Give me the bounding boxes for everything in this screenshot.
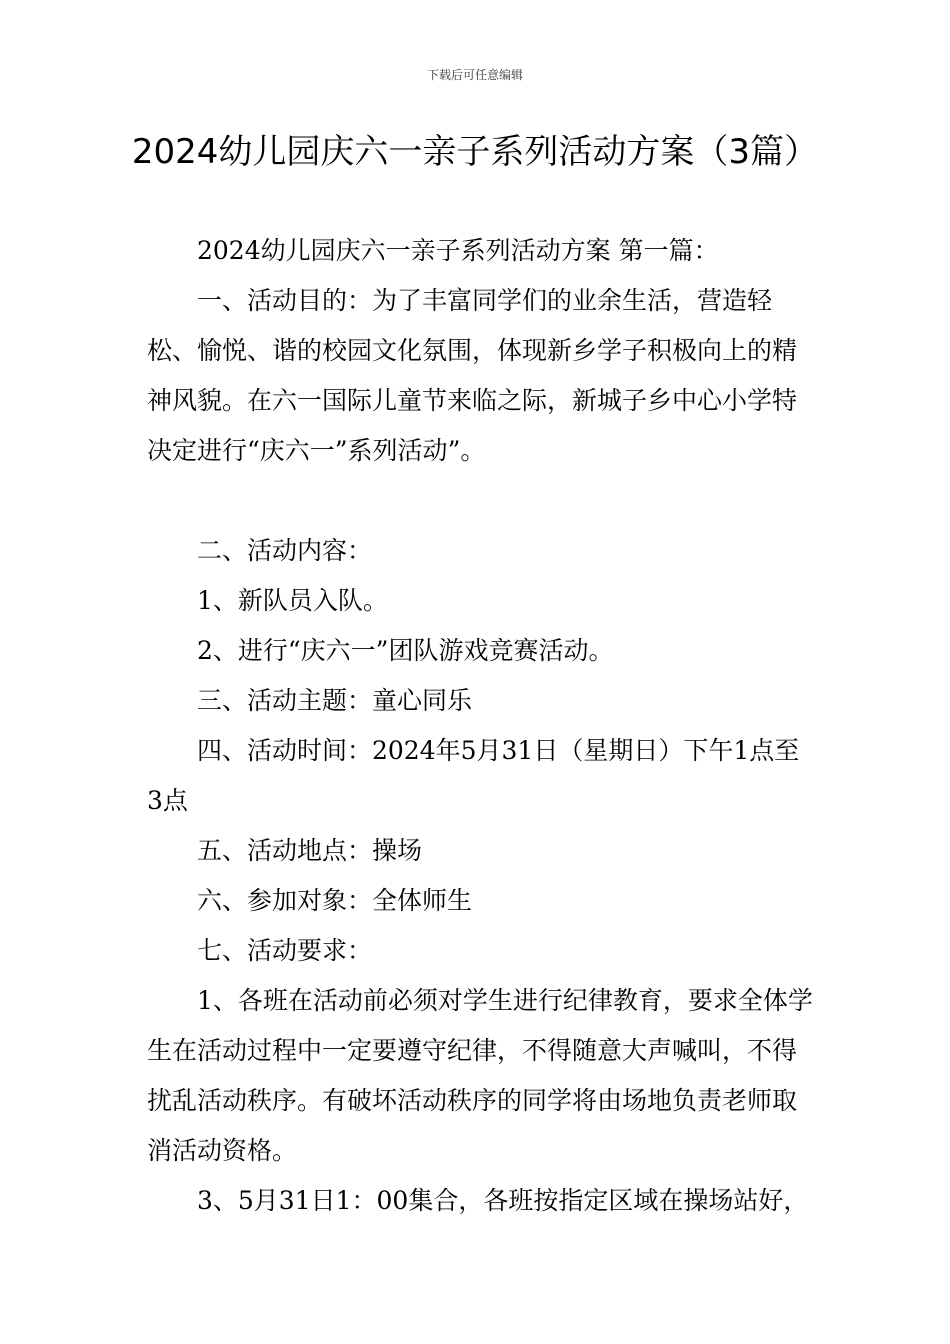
- paragraph-purpose: 一、活动目的：为了丰富同学们的业余生活，营造轻松、愉悦、谐的校园文化氛围，体现新乡学子积极向上的精神风貌。在六一国际儿童节来临之际，新城子乡中心小学特决定进行“庆六一”系列活动”。: [147, 286, 798, 465]
- paragraph-requirement-3: 3、5月31日1：00集合，各班按指定区域在操场站好，: [197, 1186, 809, 1215]
- paragraph-theme: 三、活动主题：童心同乐: [197, 686, 473, 715]
- paragraph-participants: 六、参加对象：全体师生: [197, 886, 473, 915]
- paragraph-content-item-1: 1、新队员入队。: [197, 586, 388, 615]
- header-note: 下载后可任意编辑: [426, 68, 523, 82]
- paragraph-time: 四、活动时间：2024年5月31日（星期日）下午1点至3点: [147, 736, 800, 815]
- paragraph-location: 五、活动地点：操场: [197, 836, 423, 865]
- document-body: [147, 226, 813, 1226]
- paragraph-requirement-1: 1、各班在活动前必须对学生进行纪律教育，要求全体学生在活动过程中一定要遵守纪律，不得随意大声喊叫，不得扰乱活动秩序。有破坏活动秩序的同学将由场地负责老师取消活动资格。: [147, 986, 813, 1165]
- paragraph-spacer: [147, 476, 813, 526]
- paragraph-requirements-heading: 七、活动要求：: [197, 936, 373, 965]
- paragraph-content-heading: 二、活动内容：: [197, 536, 373, 565]
- document-subtitle: 2024幼儿园庆六一亲子系列活动方案 第一篇：: [197, 236, 719, 265]
- paragraph-content-item-2: 2、进行“庆六一”团队游戏竞赛活动。: [197, 636, 614, 665]
- document-title: 2024幼儿园庆六一亲子系列活动方案（3篇）: [131, 132, 819, 172]
